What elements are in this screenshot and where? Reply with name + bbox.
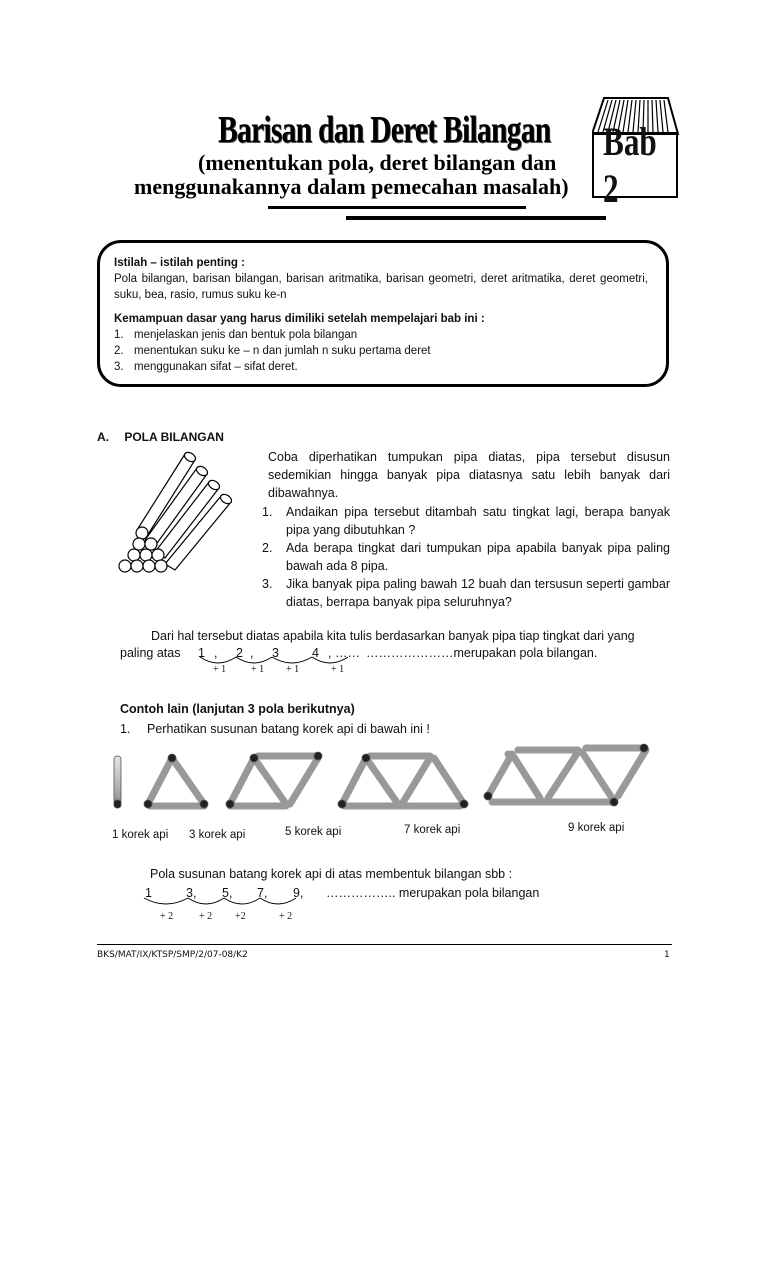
pipe-stack-illustration <box>115 448 235 576</box>
page-number: 1 <box>664 950 670 960</box>
difference-label: + 1 <box>213 664 227 675</box>
matchstick-label: 5 korek api <box>285 826 342 838</box>
example-item-text: Perhatikan susunan batang korek api di bawah ini ! <box>147 722 430 736</box>
matchstick-group-5 <box>226 752 322 808</box>
chapter-label-box <box>592 119 678 211</box>
info-box <box>97 240 669 387</box>
matchstick-group-9 <box>484 744 648 806</box>
section-letter: A. <box>97 430 109 444</box>
list-item: 1. Andaikan pipa tersebut ditambah satu tingkat lagi, berapa banyak pipa yang dibutuhkan ? <box>262 505 670 537</box>
chapter-badge <box>592 96 680 211</box>
matchstick-group-7 <box>338 754 468 808</box>
sequence-number: 2 <box>236 646 243 660</box>
example-heading: Contoh lain (lanjutan 3 pola berikutnya) <box>120 702 355 716</box>
terms-text: Pola bilangan, barisan bilangan, barisan aritmatika, barisan geometri, deret aritmatika, deret geometri, suku, bea, rasio, rumus suku ke-n <box>114 273 648 301</box>
title-underline-2 <box>346 216 606 220</box>
sequence-number: 5, <box>222 886 233 900</box>
difference-label: + 1 <box>251 664 265 675</box>
skills-heading: Kemampuan dasar yang harus dimiliki setelah mempelajari bab ini : <box>114 313 485 325</box>
section-heading <box>97 430 224 444</box>
matchstick-group-3 <box>144 754 208 808</box>
pattern-text: Pola susunan batang korek api di atas membentuk bilangan sbb : <box>150 867 513 881</box>
matchstick-label: 1 korek api <box>112 829 169 841</box>
footer-divider <box>97 944 672 945</box>
matchstick-label: 7 korek api <box>404 824 461 836</box>
sequence-number: 3 <box>272 646 279 660</box>
sequence-arcs <box>140 896 320 910</box>
title-underline-1 <box>268 206 526 209</box>
difference-label: + 2 <box>160 911 174 922</box>
sequence-number: 1 <box>145 886 152 900</box>
sequence-number: 4 <box>312 646 319 660</box>
footer-code: BKS/MAT/IX/KTSP/SMP/2/07-08/K2 <box>97 950 248 960</box>
difference-label: + 1 <box>331 664 345 675</box>
sequence-number: 3, <box>186 886 197 900</box>
sequence-number: 1 <box>198 646 205 660</box>
list-item: 3. Jika banyak pipa paling bawah 12 buah dan tersusun seperti gambar diatas, berrapa banyak pipa seluruhnya? <box>262 577 670 609</box>
difference-label: +2 <box>235 911 246 922</box>
page-title: Barisan dan Deret Bilangan <box>218 109 551 151</box>
matchstick-label: 3 korek api <box>189 829 246 841</box>
sequence-suffix: …………….. merupakan pola bilangan <box>326 886 540 900</box>
matchstick-illustration <box>108 740 652 822</box>
difference-label: + 2 <box>199 911 213 922</box>
sequence-prefix: paling atas <box>120 646 181 660</box>
explanation-paragraph: Dari hal tersebut diatas apabila kita tulis berdasarkan banyak pipa tiap tingkat dari yang <box>151 629 635 643</box>
example-item-number: 1. <box>120 722 131 736</box>
chapter-label: Bab 2 <box>603 119 657 211</box>
subtitle-line-2: menggunakannya dalam pemecahan masalah) <box>134 174 569 199</box>
list-item: 2. Ada berapa tingkat dari tumpukan pipa apabila banyak pipa paling bawah ada 8 pipa. <box>262 541 670 573</box>
difference-label: + 2 <box>279 911 293 922</box>
matchstick-group-1 <box>114 756 121 808</box>
sequence-number: 9, <box>293 886 304 900</box>
list-item: 1. menjelaskan jenis dan bentuk pola bilangan <box>114 329 358 341</box>
matchstick-label: 9 korek api <box>568 822 625 834</box>
sequence-suffix: …………………merupakan pola bilangan. <box>366 646 598 660</box>
list-item: 3. menggunakan sifat – sifat deret. <box>114 361 298 373</box>
sequence-number: 7, <box>257 886 268 900</box>
section-title: POLA BILANGAN <box>124 430 224 444</box>
skills-list <box>114 327 648 375</box>
list-item: 2. menentukan suku ke – n dan jumlah n suku pertama deret <box>114 345 431 357</box>
question-list <box>262 503 670 611</box>
terms-heading: Istilah – istilah penting : <box>114 257 245 269</box>
difference-label: + 1 <box>286 664 300 675</box>
intro-paragraph: Coba diperhatikan tumpukan pipa diatas, pipa tersebut disusun sedemikian hingga banyak pipa diatasnya satu lebih banyak dari dibawahnya. <box>268 450 670 500</box>
subtitle-line-1: (menentukan pola, deret bilangan dan <box>198 150 557 175</box>
